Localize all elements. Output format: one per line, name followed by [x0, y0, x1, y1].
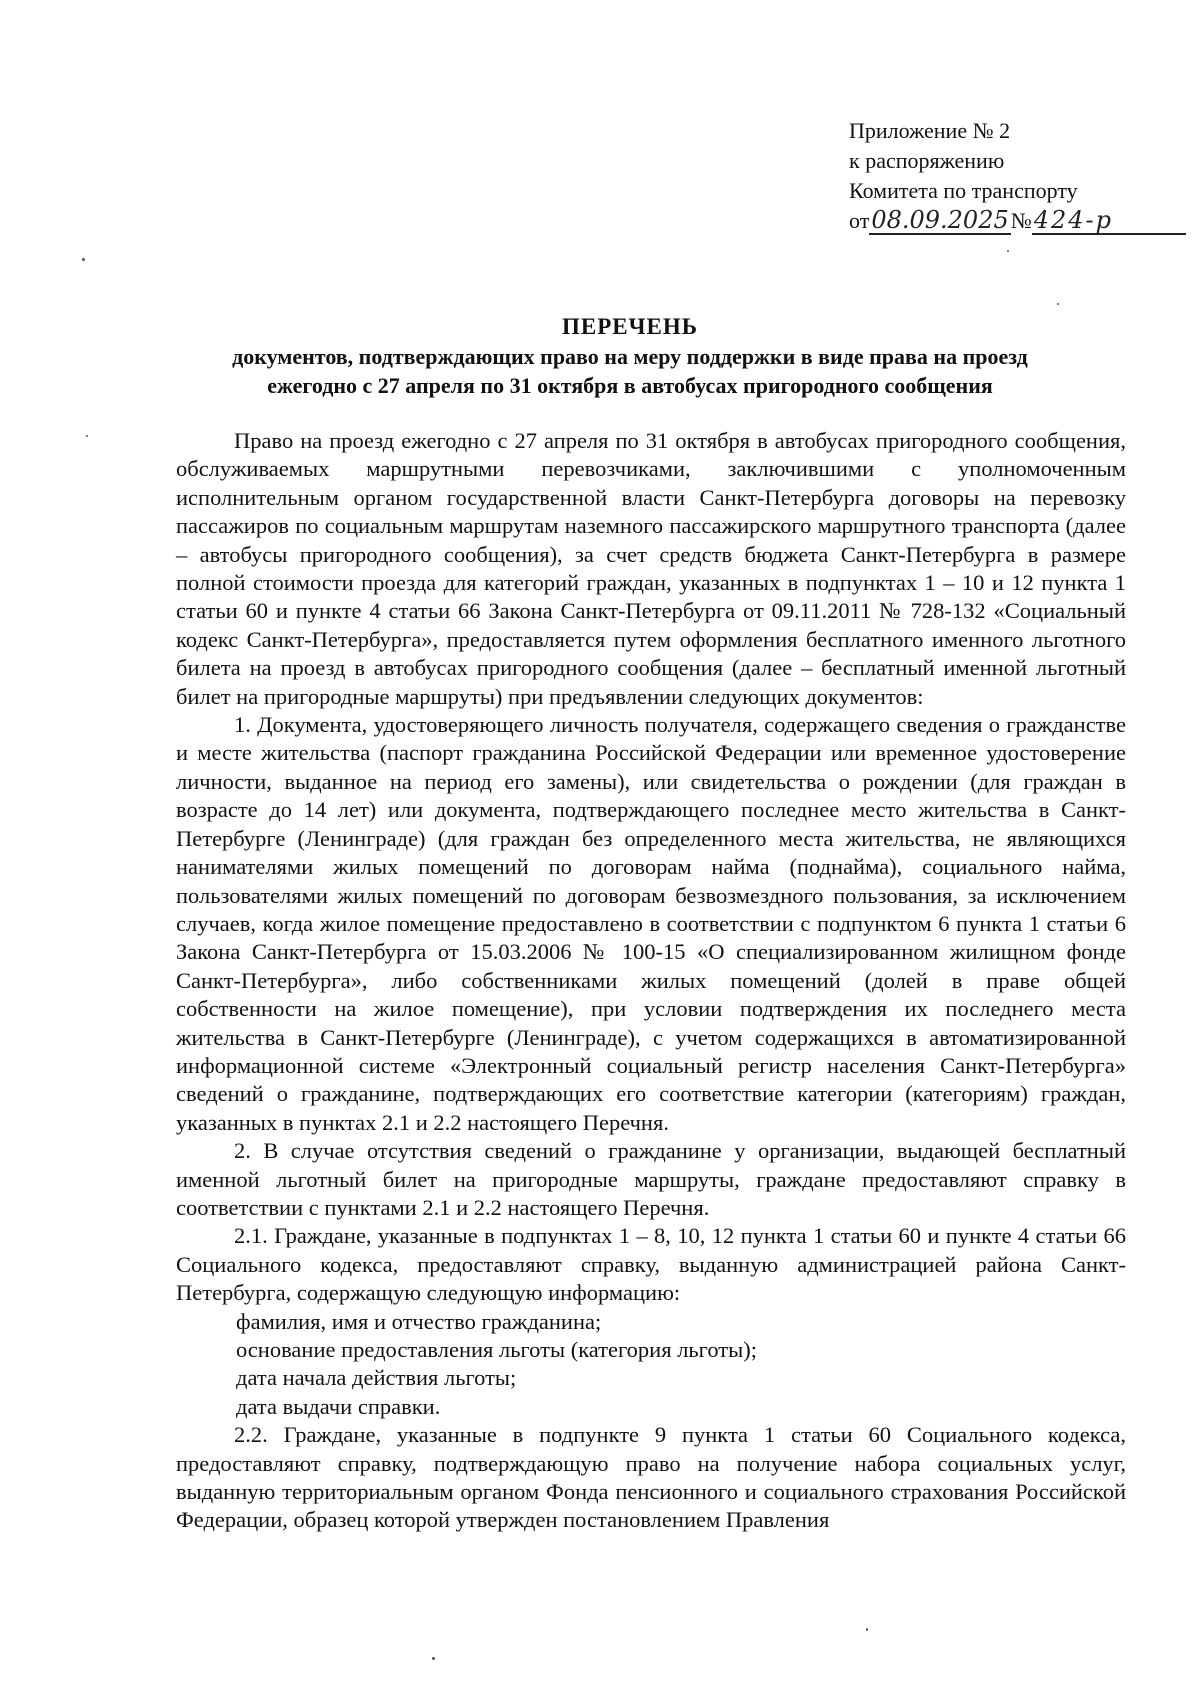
- list-item: основание предоставления льготы (категория льготы);: [236, 1337, 757, 1362]
- paragraph-2: 2. В случае отсутствия сведений о гражданине у организации, выдающей бесплатный именной льготный билет на пригородные маршруты, граждане предоставляют справку в соответствии с пунктами 2.1 и 2.2 настоящего Перечня.: [176, 1138, 1126, 1220]
- document-title: [180, 312, 1080, 400]
- appendix-header: [849, 116, 1186, 236]
- list-item: дата начала действия льготы;: [236, 1365, 517, 1391]
- title-subtitle-line-2: ежегодно с 27 апреля по 31 октября в автобусах пригородного сообщения: [267, 373, 993, 398]
- handwritten-number: 424-р: [1032, 207, 1186, 235]
- date-prefix: от: [849, 208, 870, 233]
- appendix-date-number-line: [849, 206, 1186, 236]
- paragraph-2-2: 2.2. Граждане, указанные в подпункте 9 пункта 1 статьи 60 Социального кодекса, предоставляют справку, подтверждающую право на получение набора социальных услуг, выданную территориальным органом Фонда пенсионного и социального страхования Российской Федерации, образец которой утвержден постановлением Правления: [176, 1422, 1126, 1533]
- scan-speck: [82, 258, 85, 261]
- number-prefix: №: [1010, 208, 1032, 233]
- scan-speck: [86, 435, 88, 437]
- list-item: фамилия, имя и отчество гражданина;: [236, 1308, 602, 1334]
- title-main: ПЕРЕЧЕНЬ: [562, 314, 698, 339]
- handwritten-date: 08.09.2025: [871, 206, 1009, 234]
- intro-paragraph: Право на проезд ежегодно с 27 апреля по 31 октября в автобусах пригородного сообщения, обслуживаемых маршрутными перевозчиками, заключившими с уполномоченным исполнительным органом государственной власти Санкт-Петербурга договоры на перевозку пассажиров по социальным маршрутам наземного пассажирского маршрутного транспорта (далее – автобусы пригородного сообщения), за счет средств бюджета Санкт-Петербурга в размере полной стоимости проезда для категорий граждан, указанных в подпунктах 1 – 10 и 12 пункта 1 статьи 60 и пункте 4 статьи 66 Закона Санкт-Петербурга от 09.11.2011 № 728-132 «Социальный кодекс Санкт-Петербурга», предоставляется путем оформления бесплатного именного льготного билета на проезд в автобусах пригородного сообщения (далее – бесплатный именной льготный билет на пригородные маршруты) при предъявлении следующих документов:: [176, 428, 1126, 709]
- appendix-number: Приложение № 2: [849, 118, 1011, 143]
- scan-speck: [432, 1657, 435, 1660]
- scan-speck: [1007, 250, 1009, 252]
- appendix-order-ref: к распоряжению: [849, 148, 1005, 173]
- scan-speck: [1057, 303, 1059, 305]
- document-body: [176, 427, 1126, 1535]
- scan-speck: [866, 1628, 868, 1631]
- appendix-committee: Комитета по транспорту: [849, 178, 1078, 203]
- paragraph-1: 1. Документа, удостоверяющего личность получателя, содержащего сведения о гражданстве и месте жительства (паспорт гражданина Российской Федерации или временное удостоверение личности, выданное на период его замены), или свидетельства о рождении (для граждан в возрасте до 14 лет) или документа, подтверждающего последнее место жительства в Санкт-Петербурге (Ленинграде) (для граждан без определенного места жительства, не являющихся нанимателями жилых помещений по договорам найма (поднайма), социального найма, пользователями жилых помещений по договорам безвозмездного пользования, за исключением случаев, когда жилое помещение предоставлено в соответствии с подпунктом 6 пункта 1 статьи 6 Закона Санкт-Петербурга от 15.03.2006 № 100-15 «О специализированном жилищном фонде Санкт-Петербурга», либо собственниками жилых помещений (долей в праве общей собственности на жилое помещение), при условии подтверждения их последнего места жительства в Санкт-Петербурге (Ленинграде), с учетом содержащихся в автоматизированной информационной системе «Электронный социальный регистр населения Санкт-Петербурга» сведений о гражданине, подтверждающих его соответствие категории (категориям) граждан, указанных в пунктах 2.1 и 2.2 настоящего Перечня.: [176, 712, 1126, 1135]
- paragraph-2-1: 2.1. Граждане, указанные в подпунктах 1 – 8, 10, 12 пункта 1 статьи 60 и пункте 4 статьи 66 Социального кодекса, предоставляют справку, выданную администрацией района Санкт-Петербурга, содержащую следующую информацию:: [176, 1223, 1126, 1306]
- list-item: дата выдачи справки.: [236, 1393, 441, 1419]
- title-subtitle-line-1: документов, подтверждающих право на меру поддержки в виде права на проезд: [232, 344, 1028, 369]
